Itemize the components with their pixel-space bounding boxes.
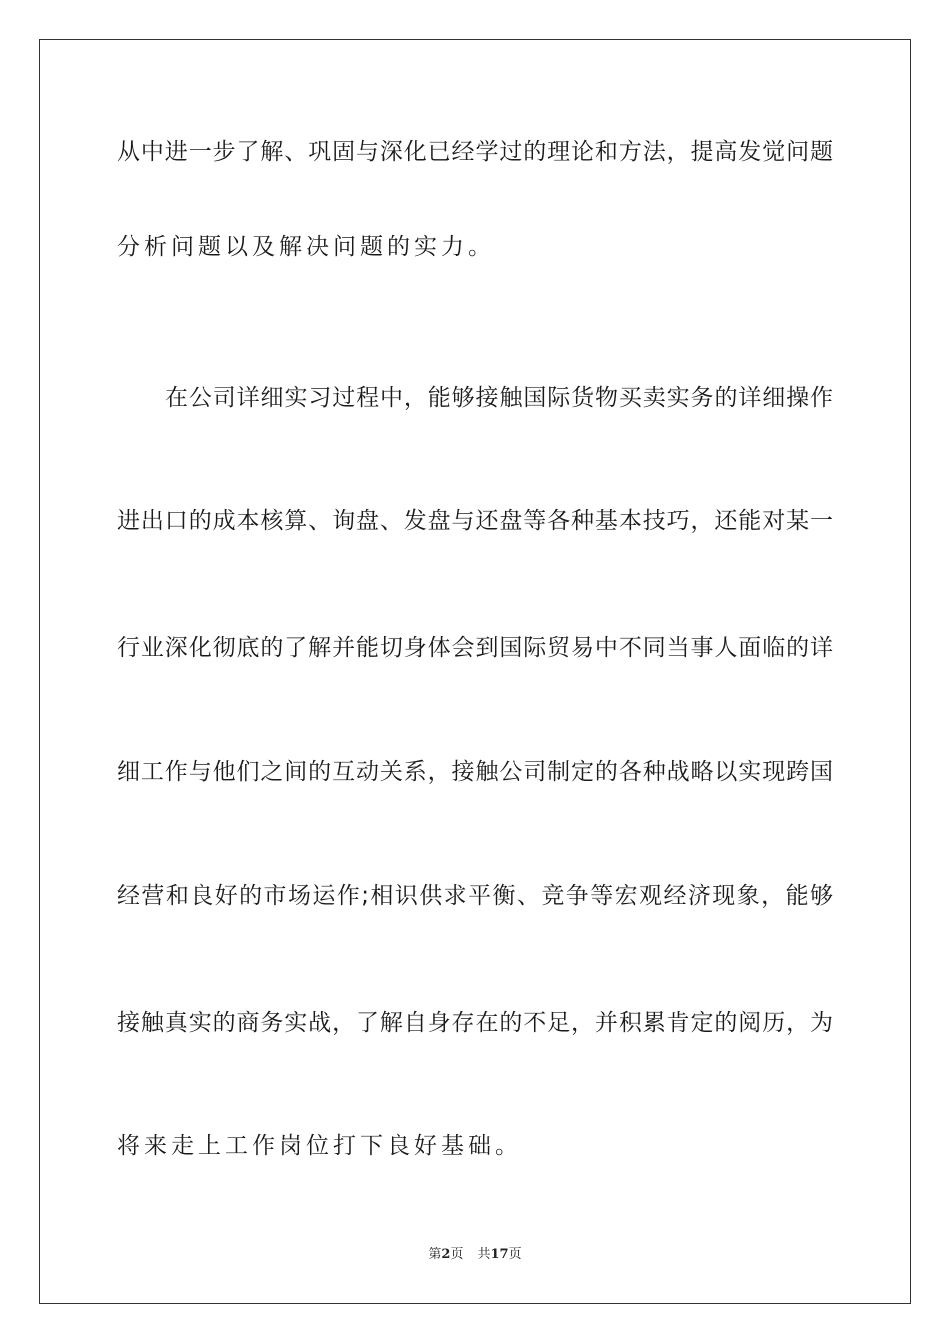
page-number: 第2页 xyxy=(428,1247,464,1262)
page-total: 共17页 xyxy=(477,1247,522,1262)
body-text-line: 行业深化彻底的了解并能切身体会到国际贸易中不同当事人面临的详 xyxy=(117,635,833,661)
body-text-line: 进出口的成本核算、询盘、发盘与还盘等各种基本技巧，还能对某一 xyxy=(117,508,833,534)
body-text-line: 接触真实的商务实战，了解自身存在的不足，并积累肯定的阅历，为 xyxy=(117,1010,833,1036)
page-border xyxy=(39,39,911,1304)
paragraph-first-line: 在公司详细实习过程中，能够接触国际货物买卖实务的详细操作 xyxy=(165,385,833,411)
body-text-line: 从中进一步了解、巩固与深化已经学过的理论和方法，提高发觉问题 xyxy=(117,139,833,165)
body-text-line: 细工作与他们之间的互动关系，接触公司制定的各种战略以实现跨国 xyxy=(117,759,833,785)
body-text-line: 分析问题以及解决问题的实力。 xyxy=(117,234,495,260)
body-text-line: 将来走上工作岗位打下良好基础。 xyxy=(117,1133,522,1159)
body-text-line: 经营和良好的市场运作;相识供求平衡、竞争等宏观经济现象，能够 xyxy=(117,883,833,909)
page-footer xyxy=(0,1246,950,1264)
